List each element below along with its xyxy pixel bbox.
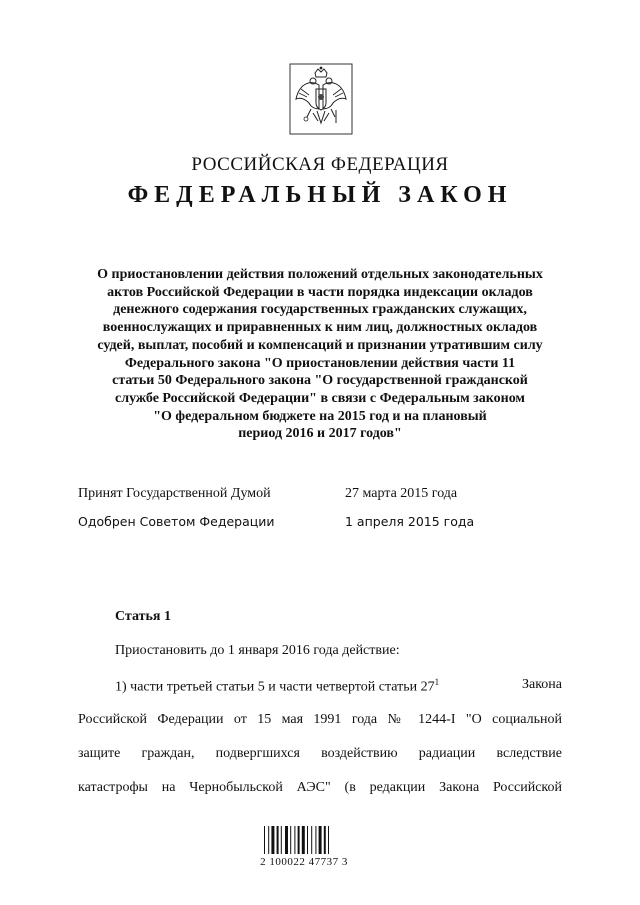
article-item-line: катастрофы на Чернобыльской АЭС" (в редакции Закона Российской: [78, 780, 562, 795]
title-line: "О федеральном бюджете на 2015 год и на плановый: [153, 408, 487, 424]
title-line: Федерального закона "О приостановлении действия части 11: [124, 355, 516, 371]
law-title: [70, 266, 570, 443]
article-item-line: Российской Федерации от 15 мая 1991 года № 1244-I "О социальной: [78, 712, 562, 727]
title-line: судей, выплат, пособий и компенсаций и признании утратившим силу: [97, 337, 543, 353]
duma-adoption-label: Принят Государственной Думой: [78, 486, 271, 501]
title-line: военнослужащих и приравненных к ним лиц, должностных окладов: [102, 320, 538, 336]
barcode-number: 2 100022 47737 3: [260, 856, 348, 868]
article-item-line: [115, 677, 562, 696]
item-text: 1) части третьей статьи 5 и части четвертой статьи $27^1$: [115, 677, 440, 695]
article-intro: Приостановить до 1 января 2016 года действие:: [115, 643, 400, 658]
item-text: Закона: [521, 677, 562, 692]
council-approval-date: 1 апреля 2015 года: [345, 514, 475, 529]
superscript: 1: [434, 677, 440, 687]
title-line: О приостановлении действия положений отдельных законодательных: [97, 267, 543, 282]
country-name: РОССИЙСКАЯ ФЕДЕРАЦИЯ: [191, 154, 449, 175]
barcode-icon: [262, 826, 346, 854]
council-approval-label: Одобрен Советом Федерации: [78, 514, 275, 529]
article-heading: Статья 1: [115, 609, 171, 624]
title-line: службе Российской Федерации" в связи с Федеральным законом: [115, 390, 525, 406]
article-item-line: защите граждан, подвергшихся воздействию радиации вследствие: [78, 746, 562, 761]
title-line: статьи 50 Федерального закона "О государственной гражданской: [112, 373, 528, 389]
title-line: актов Российской Федерации в части порядка индексации окладов: [107, 284, 533, 300]
coat-of-arms-icon: [289, 63, 353, 135]
title-line: период 2016 и 2017 годов": [238, 426, 402, 442]
duma-adoption-date: 27 марта 2015 года: [345, 486, 458, 501]
title-line: денежного содержания государственных гражданских служащих,: [113, 302, 527, 318]
document-type: ФЕДЕРАЛЬНЫЙ ЗАКОН: [127, 182, 513, 208]
